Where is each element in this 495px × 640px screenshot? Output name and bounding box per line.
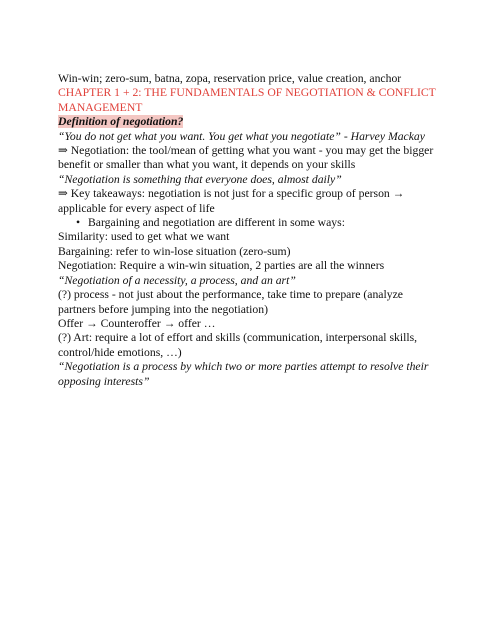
bargaining-line: Bargaining: refer to win-lose situation (zero-sum): [58, 244, 291, 258]
bullet-marker: •: [76, 216, 81, 230]
section-heading: Definition of negotiation?: [58, 115, 184, 129]
bullet-text: Bargaining and negotiation are different in some ways:: [88, 216, 345, 230]
chapter-title: CHAPTER 1 + 2: THE FUNDAMENTALS OF NEGOTIATION & CONFLICT MANAGEMENT: [58, 86, 436, 114]
offer-sequence-line: Offer → Counteroffer → offer …: [58, 316, 216, 330]
quote-necessity-process-art: “Negotiation of a necessity, a process, and an art”: [58, 273, 296, 287]
negotiation-definition-paragraph: ⇒ Negotiation: the tool/mean of getting what you want - you may get the bigger benefit or smaller than what you want, it depends on your skills: [58, 144, 434, 172]
negotiation-line: Negotiation: Require a win-win situation, 2 parties are all the winners: [58, 259, 385, 273]
process-paragraph: (?) process - not just about the performance, take time to prepare (analyze partners before jumping into the negotiation): [58, 288, 403, 316]
quote-resolve-interests: “Negotiation is a process by which two or more parties attempt to resolve their opposing interests”: [58, 360, 429, 388]
art-paragraph: (?) Art: require a lot of effort and skills (communication, interpersonal skills, control/hide emotions, …): [58, 331, 418, 359]
quote-harvey-mackay: “You do not get what you want. You get what you negotiate” - Harvey Mackay: [58, 129, 425, 143]
bullet-item: [58, 216, 437, 230]
key-takeaways-paragraph: ⇒ Key takeaways: negotiation is not just for a specific group of person → applicable for every aspect of life: [58, 187, 405, 215]
quote-everyone-negotiates: “Negotiation is something that everyone does, almost daily”: [58, 172, 342, 186]
similarity-line: Similarity: used to get what we want: [58, 230, 230, 244]
keywords-line: Win-win; zero-sum, batna, zopa, reservation price, value creation, anchor: [58, 72, 402, 85]
